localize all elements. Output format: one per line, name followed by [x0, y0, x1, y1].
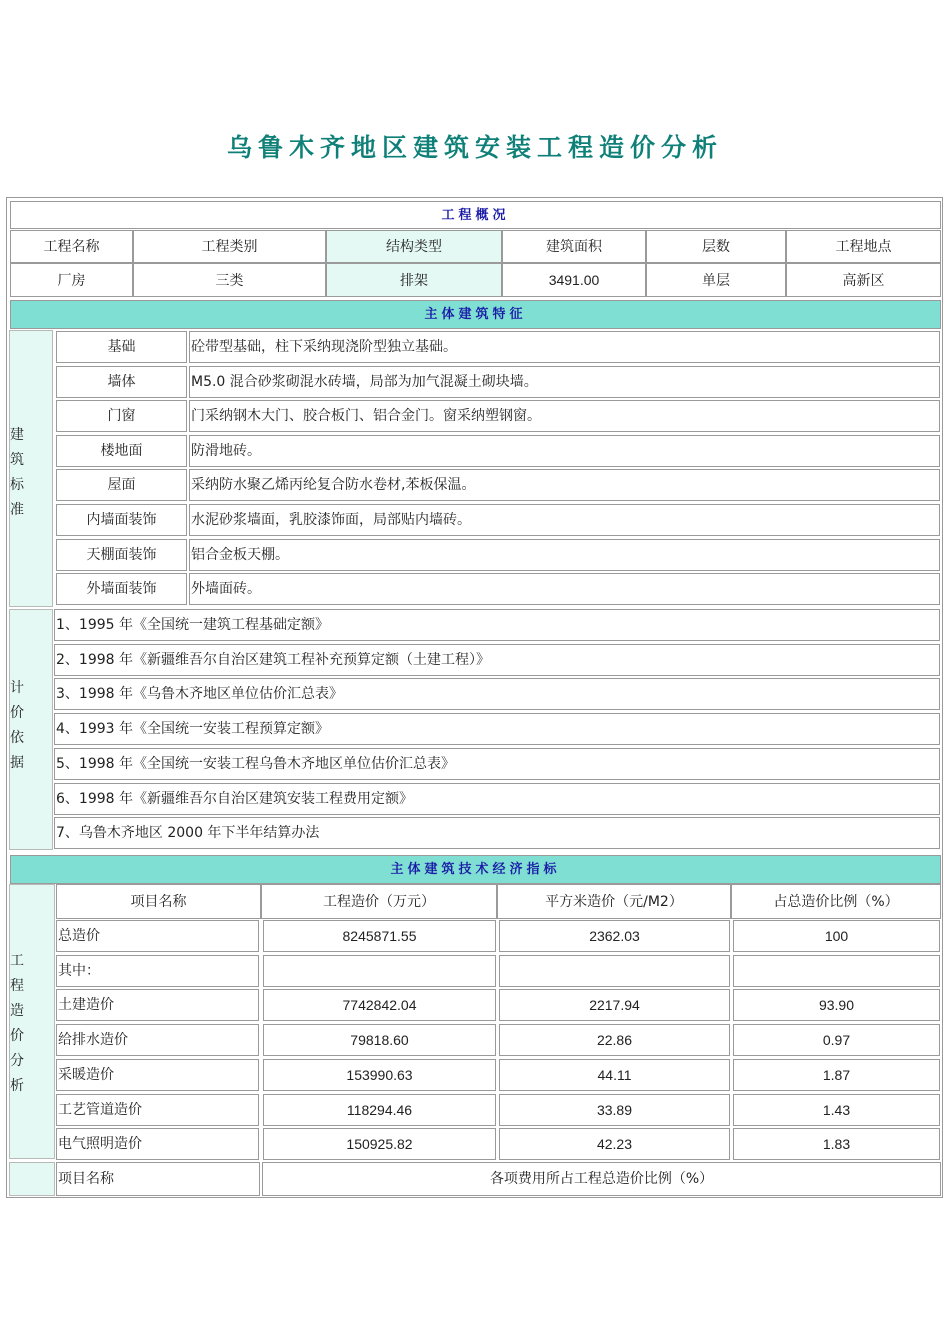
indicator-item-name: 工艺管道造价 [56, 1094, 259, 1126]
feature-description: 防滑地砖。 [189, 435, 940, 467]
indicator-value: 22.86 [499, 1024, 730, 1056]
indicator-value: 1.87 [733, 1059, 940, 1091]
indicator-item-name: 其中： [56, 955, 259, 987]
overview-value: 单层 [646, 263, 786, 297]
features-side-label: 建 筑 标 准 [9, 330, 53, 607]
overview-column-header: 工程地点 [786, 230, 941, 263]
indicator-item-name: 电气照明造价 [56, 1128, 259, 1160]
basis-item: 2、1998 年《新疆维吾尔自治区建筑工程补充预算定额（土建工程）》 [54, 644, 940, 676]
feature-name: 门窗 [56, 400, 187, 432]
indicator-value: 7742842.04 [263, 989, 496, 1021]
feature-name: 基础 [56, 331, 187, 363]
indicator-item-name: 给排水造价 [56, 1024, 259, 1056]
feature-description: 外墙面砖。 [189, 573, 940, 605]
feature-description: 采纳防水聚乙烯丙纶复合防水卷材,苯板保温。 [189, 469, 940, 501]
indicator-item-name: 总造价 [56, 920, 259, 952]
basis-item: 5、1998 年《全国统一安装工程乌鲁木齐地区单位估价汇总表》 [54, 748, 940, 780]
indicator-column-header: 工程造价（万元） [261, 884, 497, 919]
indicator-item-name: 土建造价 [56, 989, 259, 1021]
feature-description: 砼带型基础，柱下采纳现浇阶型独立基础。 [189, 331, 940, 363]
indicator-value: 0.97 [733, 1024, 940, 1056]
indicator-value: 1.83 [733, 1128, 940, 1160]
indicator-value: 2217.94 [499, 989, 730, 1021]
feature-name: 内墙面装饰 [56, 504, 187, 536]
overview-column-header: 工程类别 [133, 230, 326, 263]
feature-name: 墙体 [56, 366, 187, 398]
basis-item: 1、1995 年《全国统一建筑工程基础定额》 [54, 609, 940, 641]
basis-item: 7、乌鲁木齐地区 2000 年下半年结算办法 [54, 817, 940, 849]
indicator-value: 93.90 [733, 989, 940, 1021]
feature-name: 天棚面装饰 [56, 539, 187, 571]
feature-description: 铝合金板天棚。 [189, 539, 940, 571]
overview-column-header: 层数 [646, 230, 786, 263]
feature-description: 水泥砂浆墙面，乳胶漆饰面，局部贴内墙砖。 [189, 504, 940, 536]
feature-name: 外墙面装饰 [56, 573, 187, 605]
footer-side-cell [9, 1162, 55, 1196]
overview-value: 高新区 [786, 263, 941, 297]
indicator-value: 153990.63 [263, 1059, 496, 1091]
indicator-column-header: 占总造价比例（%） [731, 884, 941, 919]
feature-name: 屋面 [56, 469, 187, 501]
overview-column-header: 建筑面积 [502, 230, 646, 263]
overview-value: 厂房 [10, 263, 133, 297]
indicator-value: 44.11 [499, 1059, 730, 1091]
overview-value: 三类 [133, 263, 326, 297]
feature-description: M5.0 混合砂浆砌混水砖墙，局部为加气混凝土砌块墙。 [189, 366, 940, 398]
indicator-value: 118294.46 [263, 1094, 496, 1126]
indicators-header: 主体建筑技术经济指标 [10, 855, 941, 884]
indicator-value: 1.43 [733, 1094, 940, 1126]
feature-name: 楼地面 [56, 435, 187, 467]
footer-item-name: 项目名称 [56, 1162, 260, 1196]
basis-side-label: 计 价 依 据 [9, 609, 53, 850]
footer-ratio-label: 各项费用所占工程总造价比例（%） [262, 1162, 941, 1196]
indicators-side-label: 工 程 造 价 分 析 [9, 884, 55, 1159]
indicator-value: 33.89 [499, 1094, 730, 1126]
indicator-value [499, 955, 730, 987]
overview-value: 3491.00 [502, 263, 646, 297]
indicator-column-header: 项目名称 [56, 884, 261, 919]
indicator-value: 79818.60 [263, 1024, 496, 1056]
indicator-value [733, 955, 940, 987]
indicator-value: 150925.82 [263, 1128, 496, 1160]
indicator-value: 42.23 [499, 1128, 730, 1160]
indicator-column-header: 平方米造价（元/M2） [497, 884, 731, 919]
overview-value: 排架 [326, 263, 502, 297]
feature-description: 门采纳钢木大门、胶合板门、铝合金门。窗采纳塑钢窗。 [189, 400, 940, 432]
indicator-item-name: 采暖造价 [56, 1059, 259, 1091]
overview-header: 工程概况 [10, 201, 941, 229]
basis-item: 6、1998 年《新疆维吾尔自治区建筑安装工程费用定额》 [54, 783, 940, 815]
basis-item: 3、1998 年《乌鲁木齐地区单位估价汇总表》 [54, 678, 940, 710]
indicator-value: 8245871.55 [263, 920, 496, 952]
indicator-value [263, 955, 496, 987]
overview-column-header: 工程名称 [10, 230, 133, 263]
page-title: 乌鲁木齐地区建筑安装工程造价分析 [226, 133, 723, 162]
features-header: 主体建筑特征 [10, 300, 941, 329]
overview-column-header: 结构类型 [326, 230, 502, 263]
indicator-value: 100 [733, 920, 940, 952]
indicator-value: 2362.03 [499, 920, 730, 952]
basis-item: 4、1993 年《全国统一安装工程预算定额》 [54, 713, 940, 745]
